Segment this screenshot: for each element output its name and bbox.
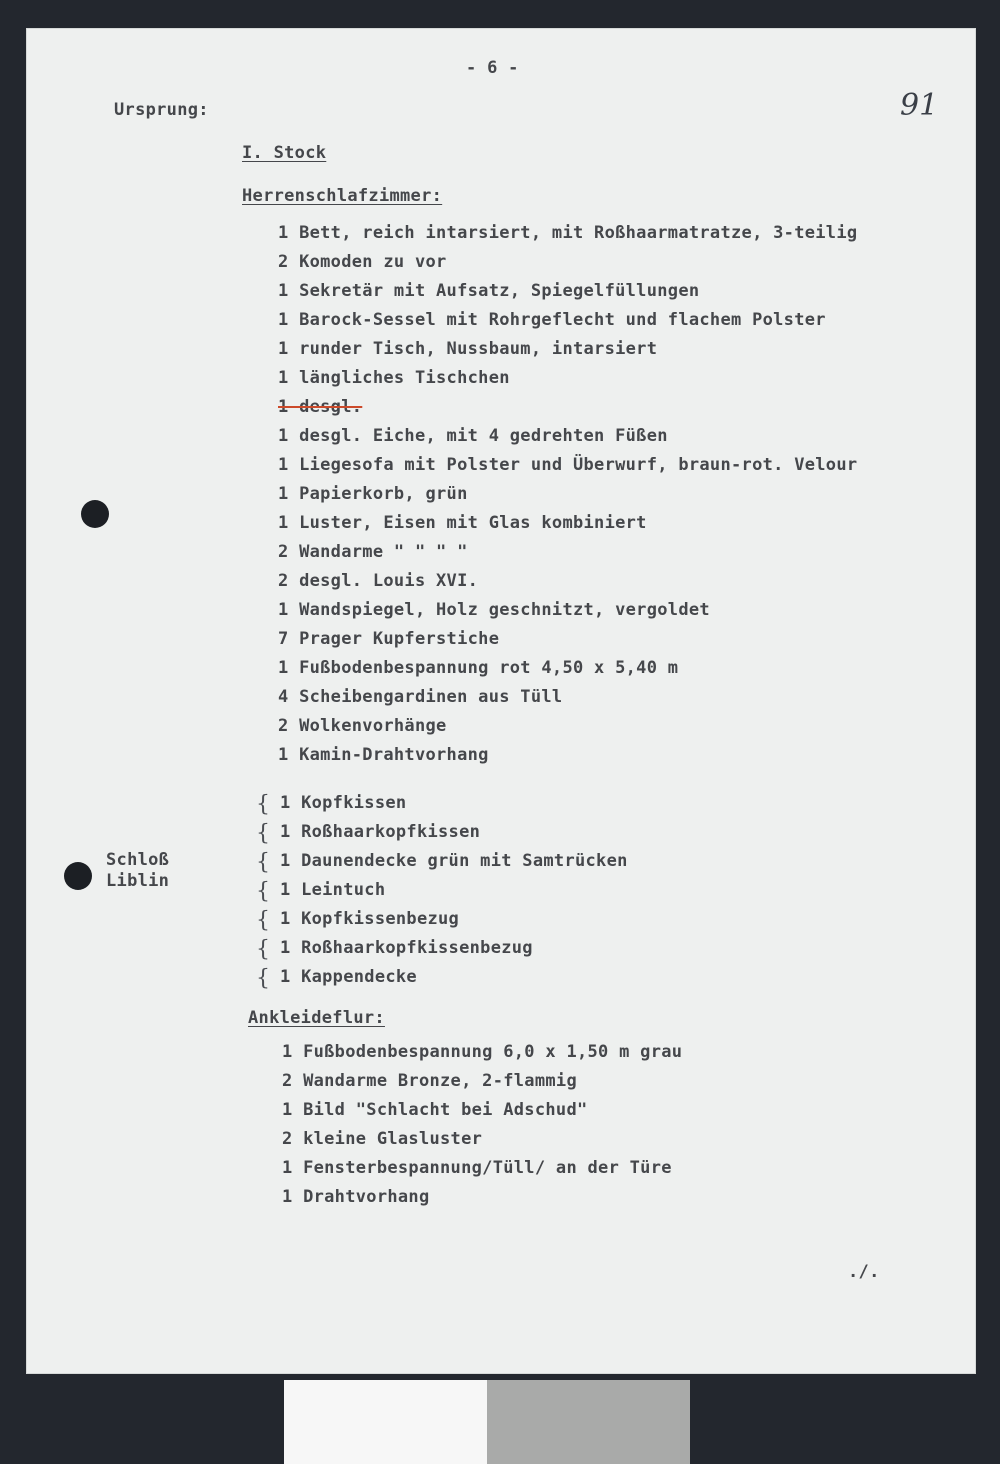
list-item: 1 Daunendecke grün mit Samtrücken xyxy=(280,851,628,871)
list-item: 1 Kamin-Drahtvorhang xyxy=(278,745,489,765)
list-item: 1 Leintuch xyxy=(280,880,386,900)
list-item: 1 Bild "Schlacht bei Adschud" xyxy=(282,1100,588,1120)
origin-place-line1: Schloß xyxy=(106,850,170,870)
punch-hole-top xyxy=(81,500,109,528)
handwritten-folio-number: 91 xyxy=(900,88,939,123)
list-item: 1 Kopfkissen xyxy=(280,793,407,813)
list-item: 1 Wandspiegel, Holz geschnitzt, vergoldet xyxy=(278,600,710,620)
section-title-ankleideflur: Ankleideflur: xyxy=(248,1008,385,1028)
list-item: 1 längliches Tischchen xyxy=(278,368,510,388)
list-item: 4 Scheibengardinen aus Tüll xyxy=(278,687,563,707)
calibration-strip-grey xyxy=(487,1380,690,1464)
floor-title: I. Stock xyxy=(242,143,327,163)
list-item: 1 Drahtvorhang xyxy=(282,1187,430,1207)
list-item: 2 kleine Glasluster xyxy=(282,1129,483,1149)
list-item: 2 Wolkenvorhänge xyxy=(278,716,447,736)
list-item-struck: 1 desgl. xyxy=(278,397,363,417)
list-item: 1 runder Tisch, Nussbaum, intarsiert xyxy=(278,339,658,359)
list-item: 1 Papierkorb, grün xyxy=(278,484,468,504)
origin-place-line2: Liblin xyxy=(106,871,170,891)
page-number: - 6 - xyxy=(466,58,519,78)
list-item: 7 Prager Kupferstiche xyxy=(278,629,500,649)
list-item: 2 desgl. Louis XVI. xyxy=(278,571,479,591)
list-item: 1 Roßhaarkopfkissenbezug xyxy=(280,938,533,958)
list-item: 1 Bett, reich intarsiert, mit Roßhaarmatratze, 3-teilig xyxy=(278,223,858,243)
punch-hole-bottom xyxy=(64,862,92,890)
list-item: 1 Sekretär mit Aufsatz, Spiegelfüllungen xyxy=(278,281,700,301)
origin-label: Ursprung: xyxy=(114,100,209,120)
list-item: 1 Kopfkissenbezug xyxy=(280,909,460,929)
list-item: 1 Fußbodenbespannung 6,0 x 1,50 m grau xyxy=(282,1042,683,1062)
list-item: 2 Wandarme " " " " xyxy=(278,542,468,562)
list-item: 1 Fußbodenbespannung rot 4,50 x 5,40 m xyxy=(278,658,679,678)
continuation-mark: ./. xyxy=(848,1262,880,1282)
list-item: 1 Roßhaarkopfkissen xyxy=(280,822,481,842)
list-item: 1 Barock-Sessel mit Rohrgeflecht und flachem Polster xyxy=(278,310,826,330)
list-item: 2 Komoden zu vor xyxy=(278,252,447,272)
calibration-strip-white xyxy=(284,1380,487,1464)
list-item: 1 Fensterbespannung/Tüll/ an der Türe xyxy=(282,1158,672,1178)
list-item: 1 desgl. Eiche, mit 4 gedrehten Füßen xyxy=(278,426,668,446)
list-item: 1 Liegesofa mit Polster und Überwurf, braun-rot. Velour xyxy=(278,455,858,475)
list-item: 2 Wandarme Bronze, 2-flammig xyxy=(282,1071,577,1091)
section-title-herrenschlafzimmer: Herrenschlafzimmer: xyxy=(242,186,443,206)
list-item: 1 Kappendecke xyxy=(280,967,417,987)
list-item: 1 Luster, Eisen mit Glas kombiniert xyxy=(278,513,647,533)
bracket-mark: { { { { { { { xyxy=(256,792,270,991)
